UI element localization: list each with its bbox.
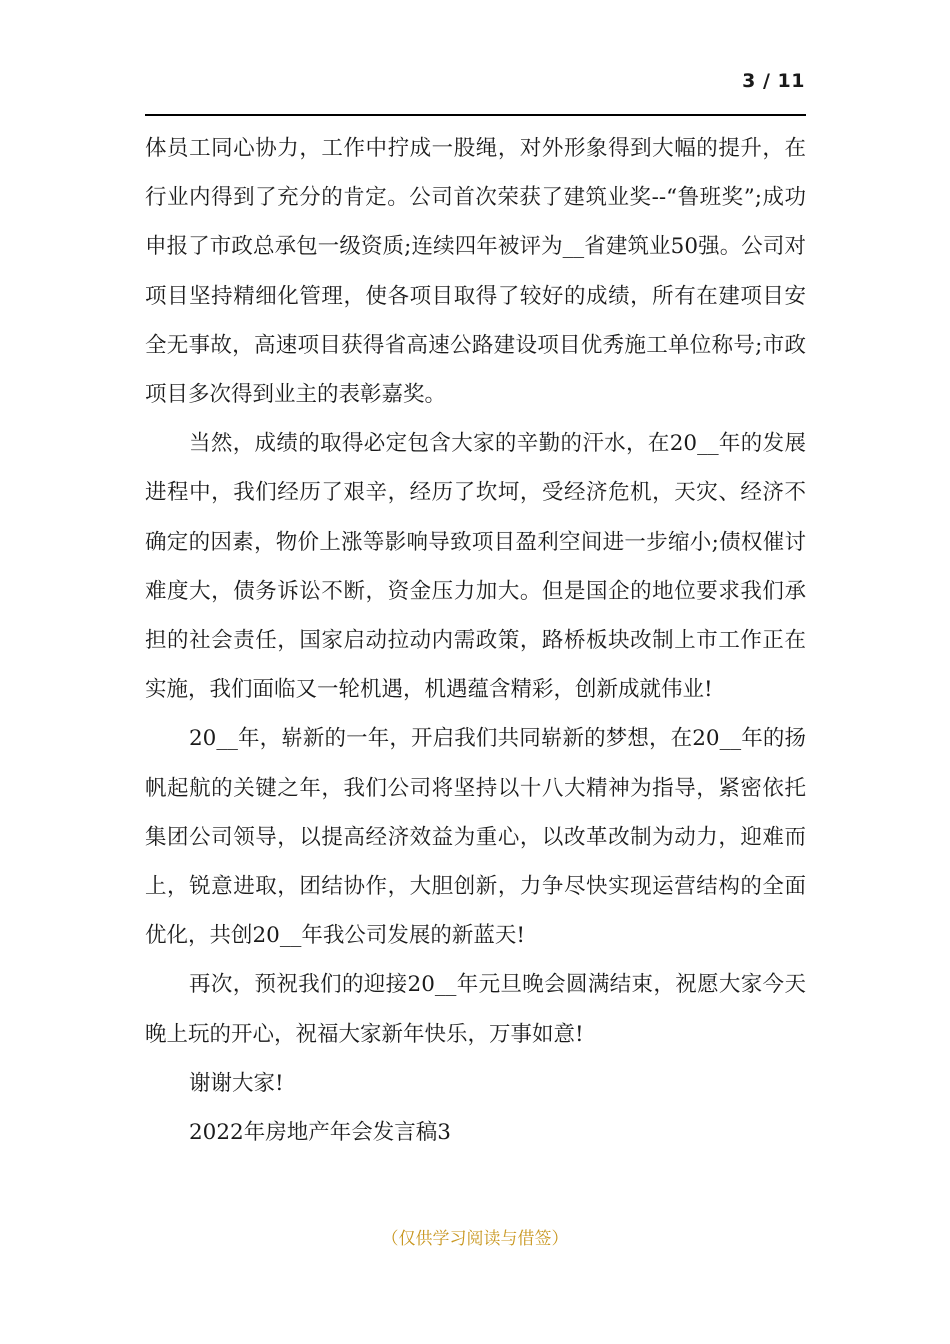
page-number: 3 / 11 bbox=[742, 70, 805, 92]
paragraph-continuation: 体员工同心协力，工作中拧成一股绳，对外形象得到大幅的提升，在行业内得到了充分的肯定。公司首次荣获了建筑业奖--“鲁班奖”;成功申报了市政总承包一级资质;连续四年被评为__省建筑业50强。公司对项目坚持精细化管理，使各项目取得了较好的成绩，所有在建项目安全无事故，高速项目获得省高速公路建设项目优秀施工单位称号;市政项目多次得到业主的表彰嘉奖。 bbox=[145, 136, 806, 408]
section-heading: 2022年房地产年会发言稿3 bbox=[189, 1120, 451, 1146]
paragraph-thanks: 谢谢大家! bbox=[189, 1070, 284, 1096]
document-body bbox=[145, 124, 806, 1157]
footer-disclaimer: （仅供学习阅读与借签） bbox=[381, 1229, 569, 1249]
paragraph-achievements-context: 当然，成绩的取得必定包含大家的辛勤的汗水，在20__年的发展进程中，我们经历了艰辛，经历了坎坷，受经济危机，天灾、经济不确定的因素，物价上涨等影响导致项目盈利空间进一步缩小;债权催讨难度大，债务诉讼不断，资金压力加大。但是国企的地位要求我们承担的社会责任，国家启动拉动内需政策，路桥板块改制上市工作正在实施，我们面临又一轮机遇，机遇蕴含精彩，创新成就伟业! bbox=[145, 431, 806, 703]
paragraph-blessings: 再次，预祝我们的迎接20__年元旦晚会圆满结束，祝愿大家今天晚上玩的开心，祝福大家新年快乐，万事如意! bbox=[145, 972, 806, 1047]
paragraph-new-year-goals: 20__年，崭新的一年，开启我们共同崭新的梦想，在20__年的扬帆起航的关键之年，我们公司将坚持以十八大精神为指导，紧密依托集团公司领导，以提高经济效益为重心，以改革改制为动力，迎难而上，锐意进取，团结协作，大胆创新，力争尽快实现运营结构的全面优化，共创20__年我公司发展的新蓝天! bbox=[145, 726, 806, 949]
header-divider bbox=[145, 114, 806, 116]
